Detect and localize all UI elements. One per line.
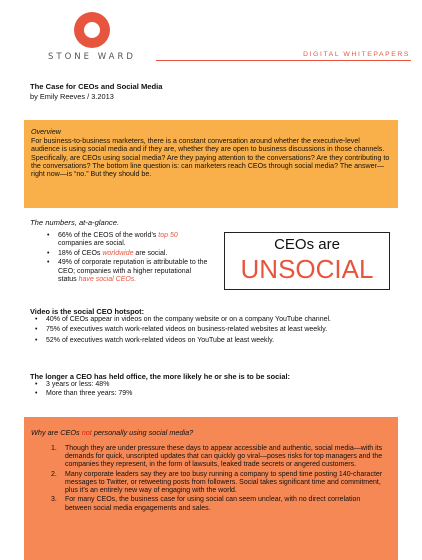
- list-item: • 40% of CEOs appear in videos on the company website or on a company YouTube channel.: [46, 316, 396, 324]
- header-divider: [156, 60, 411, 61]
- section-label: DIGITAL WHITEPAPERS: [303, 51, 410, 58]
- list-item: • More than three years: 79%: [46, 390, 346, 399]
- stone-ward-logo: [36, 6, 146, 64]
- why-heading: Why are CEOs not personally using social media?: [31, 428, 194, 437]
- list-item: • 66% of the CEOS of the world’s top 50 companies are social.: [58, 232, 210, 249]
- overview-body: For business-to-business marketers, there is a constant conversation around whether the executive-level audience is using social media and if they are, whether they are open to business discussions in those channels. Specifically, are CEOs using social media? Are they paying attention to the conversations? Are they contributing to the conversations? The bottom line question is: can marketers reach CEOs through social media? The answer—right now—is “no.” But they should be.: [31, 136, 390, 179]
- logo-ring-icon: [74, 12, 110, 48]
- callout-line-1: CEOs are: [274, 236, 340, 253]
- overview-box: [24, 120, 398, 208]
- list-item: • 18% of CEOs worldwide are social.: [58, 250, 210, 258]
- why-box: [24, 417, 398, 560]
- not-highlight: not: [81, 428, 92, 437]
- list-item: • 3 years or less: 48%: [46, 381, 346, 390]
- tenure-heading: The longer a CEO has held office, the more likely he or she is to be social:: [30, 372, 290, 381]
- article-title: The Case for CEOs and Social Media: [30, 82, 163, 91]
- list-item: 2. Many corporate leaders say they are too busy running a company to spend time posting 140-character messages to Twitter, or retweeting posts from followers. Social takes significant time and commitment, plus it’s an entirely new way of engaging with the world.: [51, 470, 383, 495]
- list-item: 1. Though they are under pressure these days to appear accessible and authentic, social media—with its demands for quick, unscripted updates that can quickly go viral—poses risks for top managers and the companies they represent, in the form of lawsuits, leaked trade secrets or angered customers.: [51, 444, 383, 469]
- list-item: • 49% of corporate reputation is attributable to the CEO; companies with a higher reputational status have social CEOs.: [58, 259, 210, 284]
- tenure-list: [46, 381, 346, 399]
- article-byline: by Emily Reeves / 3.2013: [30, 92, 114, 101]
- video-heading: Video is the social CEO hotspot:: [30, 307, 145, 316]
- why-list: [51, 444, 385, 513]
- unsocial-callout: [224, 232, 390, 290]
- list-item: 3. For many CEOs, the business case for using social can seem unclear, with no direct correlation between social media engagements and sales.: [51, 496, 361, 512]
- glance-heading: The numbers, at-a-glance.: [30, 218, 120, 227]
- glance-list: [58, 232, 210, 285]
- logo-wordmark: STONE WARD: [48, 52, 136, 62]
- list-item: • 52% of executives watch work-related videos on YouTube at least weekly.: [46, 337, 396, 345]
- overview-heading: Overview: [31, 127, 61, 136]
- callout-line-2: UNSOCIAL: [240, 254, 374, 284]
- video-list: [46, 316, 396, 347]
- list-item: • 75% of executives watch work-related videos on business-related websites at least weekly.: [46, 326, 396, 334]
